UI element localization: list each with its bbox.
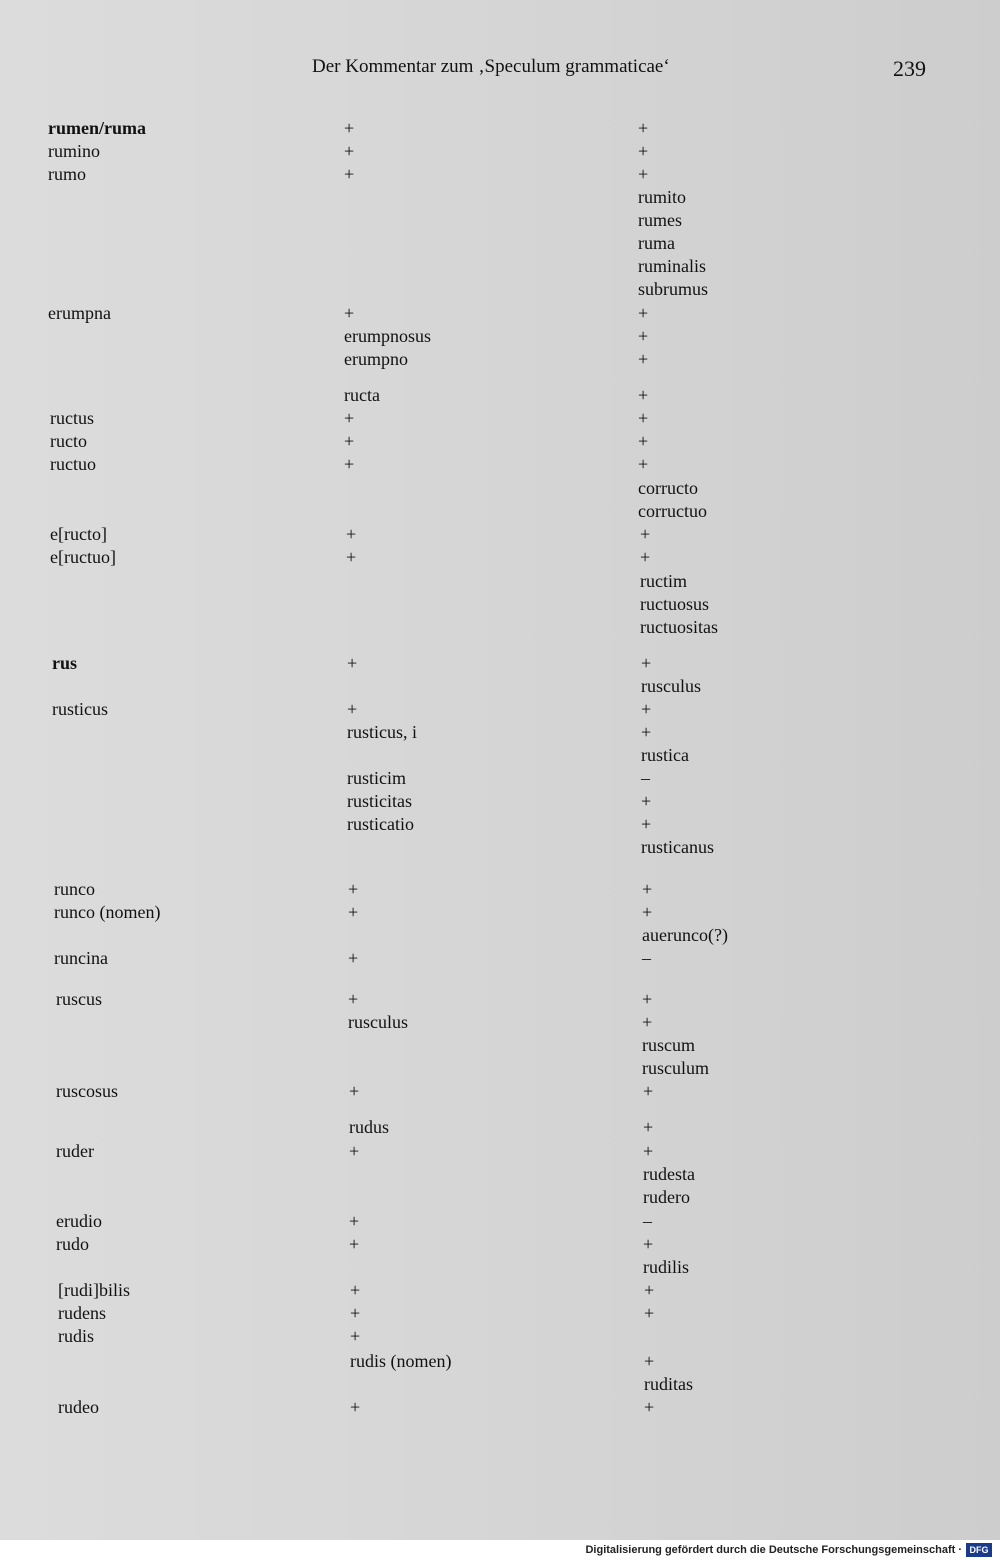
- headword-cell: ruder: [56, 1141, 94, 1161]
- headword-cell: erumpna: [48, 303, 111, 323]
- table-row: [0, 1278, 1000, 1302]
- table-row: [0, 766, 1000, 790]
- table-row: [0, 743, 1000, 767]
- derivative-cell: +: [350, 1326, 361, 1346]
- table-row: [0, 301, 1000, 325]
- attestation-cell: +: [641, 722, 652, 742]
- derivative-cell: rusticim: [347, 768, 406, 788]
- attestation-cell: subrumus: [638, 279, 709, 299]
- derivative-cell: rudus: [349, 1117, 389, 1137]
- attestation-cell: +: [638, 303, 649, 323]
- attestation-cell: +: [638, 454, 649, 474]
- derivative-cell: rusticitas: [347, 791, 412, 811]
- derivative-cell: +: [347, 699, 358, 719]
- headword-cell: runco (nomen): [54, 902, 161, 922]
- attestation-cell: rusculus: [641, 676, 701, 696]
- attestation-cell: ruminalis: [638, 256, 706, 276]
- derivative-cell: +: [348, 989, 359, 1009]
- table-row: [0, 324, 1000, 348]
- derivative-cell: +: [346, 524, 357, 544]
- table-row: [0, 383, 1000, 407]
- attestation-cell: +: [641, 791, 652, 811]
- attestation-cell: rumito: [638, 187, 686, 207]
- derivative-cell: +: [349, 1081, 360, 1101]
- attestation-cell: +: [643, 1081, 654, 1101]
- footer-credit: Digitalisierung gefördert durch die Deutsche Forschungsgemeinschaft ·: [585, 1544, 962, 1556]
- derivative-cell: +: [350, 1280, 361, 1300]
- attestation-cell: +: [638, 118, 649, 138]
- headword-cell: rudis: [58, 1326, 94, 1346]
- attestation-cell: rusculum: [642, 1058, 709, 1078]
- table-row: [0, 185, 1000, 209]
- dfg-logo: DFG: [966, 1543, 992, 1557]
- table-row: [0, 139, 1000, 163]
- digitization-footer: [0, 1540, 1000, 1560]
- derivative-cell: +: [344, 408, 355, 428]
- attestation-cell: +: [641, 653, 652, 673]
- derivative-cell: +: [349, 1234, 360, 1254]
- attestation-cell: +: [640, 547, 651, 567]
- table-row: [0, 1033, 1000, 1057]
- derivative-cell: +: [348, 879, 359, 899]
- attestation-cell: +: [644, 1397, 655, 1417]
- derivative-cell: erumpno: [344, 349, 408, 369]
- table-row: [0, 592, 1000, 616]
- attestation-cell: +: [638, 141, 649, 161]
- headword-cell: ruscosus: [56, 1081, 118, 1101]
- derivative-cell: rusticatio: [347, 814, 414, 834]
- headword-cell: rumino: [48, 141, 100, 161]
- page-number: 239: [893, 56, 926, 81]
- table-row: [0, 900, 1000, 924]
- attestation-cell: –: [643, 1211, 652, 1231]
- attestation-cell: auerunco(?): [642, 925, 728, 945]
- headword-cell: ructuo: [50, 454, 96, 474]
- table-row: [0, 347, 1000, 371]
- attestation-cell: +: [643, 1141, 654, 1161]
- attestation-cell: corructuo: [638, 501, 707, 521]
- table-row: [0, 1324, 1000, 1348]
- derivative-cell: +: [344, 164, 355, 184]
- derivative-cell: +: [350, 1397, 361, 1417]
- derivative-cell: +: [347, 653, 358, 673]
- table-row: [0, 208, 1000, 232]
- table-row: [0, 452, 1000, 476]
- attestation-cell: corructo: [638, 478, 698, 498]
- attestation-cell: +: [638, 349, 649, 369]
- attestation-cell: rusticanus: [641, 837, 714, 857]
- attestation-cell: +: [644, 1351, 655, 1371]
- derivative-cell: +: [344, 454, 355, 474]
- attestation-cell: +: [643, 1117, 654, 1137]
- headword-cell: e[ructuo]: [50, 547, 116, 567]
- derivative-cell: rudis (nomen): [350, 1351, 452, 1371]
- attestation-cell: ructuosus: [640, 594, 709, 614]
- table-row: [0, 1079, 1000, 1103]
- table-row: [0, 569, 1000, 593]
- attestation-cell: +: [638, 431, 649, 451]
- headword-cell: [rudi]bilis: [58, 1280, 130, 1300]
- table-row: [0, 946, 1000, 970]
- attestation-cell: ruma: [638, 233, 675, 253]
- table-row: [0, 231, 1000, 255]
- table-row: [0, 406, 1000, 430]
- table-row: [0, 1010, 1000, 1034]
- table-row: [0, 1162, 1000, 1186]
- derivative-cell: +: [349, 1141, 360, 1161]
- attestation-cell: +: [642, 902, 653, 922]
- table-row: [0, 1349, 1000, 1373]
- attestation-cell: +: [638, 385, 649, 405]
- headword-cell: erudio: [56, 1211, 102, 1231]
- derivative-cell: +: [350, 1303, 361, 1323]
- table-row: [0, 522, 1000, 546]
- attestation-cell: +: [638, 408, 649, 428]
- derivative-cell: rusticus, i: [347, 722, 417, 742]
- headword-cell: ructus: [50, 408, 94, 428]
- attestation-cell: rustica: [641, 745, 689, 765]
- table-row: [0, 923, 1000, 947]
- table-row: [0, 277, 1000, 301]
- table-row: [0, 651, 1000, 675]
- derivative-cell: erumpnosus: [344, 326, 431, 346]
- attestation-cell: rudesta: [643, 1164, 695, 1184]
- attestation-cell: +: [642, 879, 653, 899]
- attestation-cell: +: [644, 1280, 655, 1300]
- table-row: [0, 1185, 1000, 1209]
- headword-cell: rumen/ruma: [48, 118, 146, 138]
- derivative-cell: +: [344, 303, 355, 323]
- derivative-cell: +: [348, 948, 359, 968]
- derivative-cell: +: [346, 547, 357, 567]
- table-row: [0, 162, 1000, 186]
- table-row: [0, 877, 1000, 901]
- headword-cell: e[ructo]: [50, 524, 107, 544]
- table-row: [0, 545, 1000, 569]
- headword-cell: ructo: [50, 431, 87, 451]
- attestation-cell: +: [638, 164, 649, 184]
- headword-cell: rus: [52, 653, 78, 673]
- attestation-cell: +: [642, 989, 653, 1009]
- headword-cell: rudens: [58, 1303, 106, 1323]
- headword-cell: runcina: [54, 948, 108, 968]
- derivative-cell: +: [344, 118, 355, 138]
- table-row: [0, 1209, 1000, 1233]
- derivative-cell: +: [344, 431, 355, 451]
- table-row: [0, 1372, 1000, 1396]
- table-row: [0, 615, 1000, 639]
- headword-cell: rusticus: [52, 699, 108, 719]
- attestation-cell: ructuositas: [640, 617, 718, 637]
- attestation-cell: –: [641, 768, 650, 788]
- attestation-cell: +: [641, 699, 652, 719]
- table-row: [0, 1139, 1000, 1163]
- table-row: [0, 697, 1000, 721]
- attestation-cell: ruditas: [644, 1374, 693, 1394]
- attestation-cell: +: [642, 1012, 653, 1032]
- attestation-cell: +: [643, 1234, 654, 1254]
- attestation-cell: rudero: [643, 1187, 690, 1207]
- attestation-cell: ructim: [640, 571, 687, 591]
- table-row: [0, 835, 1000, 859]
- table-row: [0, 116, 1000, 140]
- attestation-cell: rudilis: [643, 1257, 690, 1277]
- attestation-cell: +: [641, 814, 652, 834]
- derivative-cell: +: [348, 902, 359, 922]
- derivative-cell: +: [349, 1211, 360, 1231]
- table-row: [0, 1056, 1000, 1080]
- table-row: [0, 476, 1000, 500]
- attestation-cell: ruscum: [642, 1035, 695, 1055]
- table-row: [0, 1255, 1000, 1279]
- table-row: [0, 1301, 1000, 1325]
- headword-cell: rudeo: [58, 1397, 99, 1417]
- attestation-cell: +: [644, 1303, 655, 1323]
- table-row: [0, 674, 1000, 698]
- headword-cell: rudo: [56, 1234, 89, 1254]
- running-header-title: Der Kommentar zum ‚Speculum grammaticae‘: [312, 56, 670, 77]
- headword-cell: rumo: [48, 164, 86, 184]
- headword-cell: ruscus: [56, 989, 102, 1009]
- table-row: [0, 429, 1000, 453]
- table-row: [0, 789, 1000, 813]
- attestation-cell: +: [640, 524, 651, 544]
- table-row: [0, 987, 1000, 1011]
- attestation-cell: –: [642, 948, 651, 968]
- attestation-cell: +: [638, 326, 649, 346]
- table-row: [0, 1395, 1000, 1419]
- table-row: [0, 1232, 1000, 1256]
- headword-cell: runco: [54, 879, 95, 899]
- attestation-cell: rumes: [638, 210, 682, 230]
- derivative-cell: ructa: [344, 385, 380, 405]
- table-row: [0, 720, 1000, 744]
- derivative-cell: rusculus: [348, 1012, 408, 1032]
- table-row: [0, 499, 1000, 523]
- table-row: [0, 1115, 1000, 1139]
- derivative-cell: +: [344, 141, 355, 161]
- table-row: [0, 812, 1000, 836]
- table-row: [0, 254, 1000, 278]
